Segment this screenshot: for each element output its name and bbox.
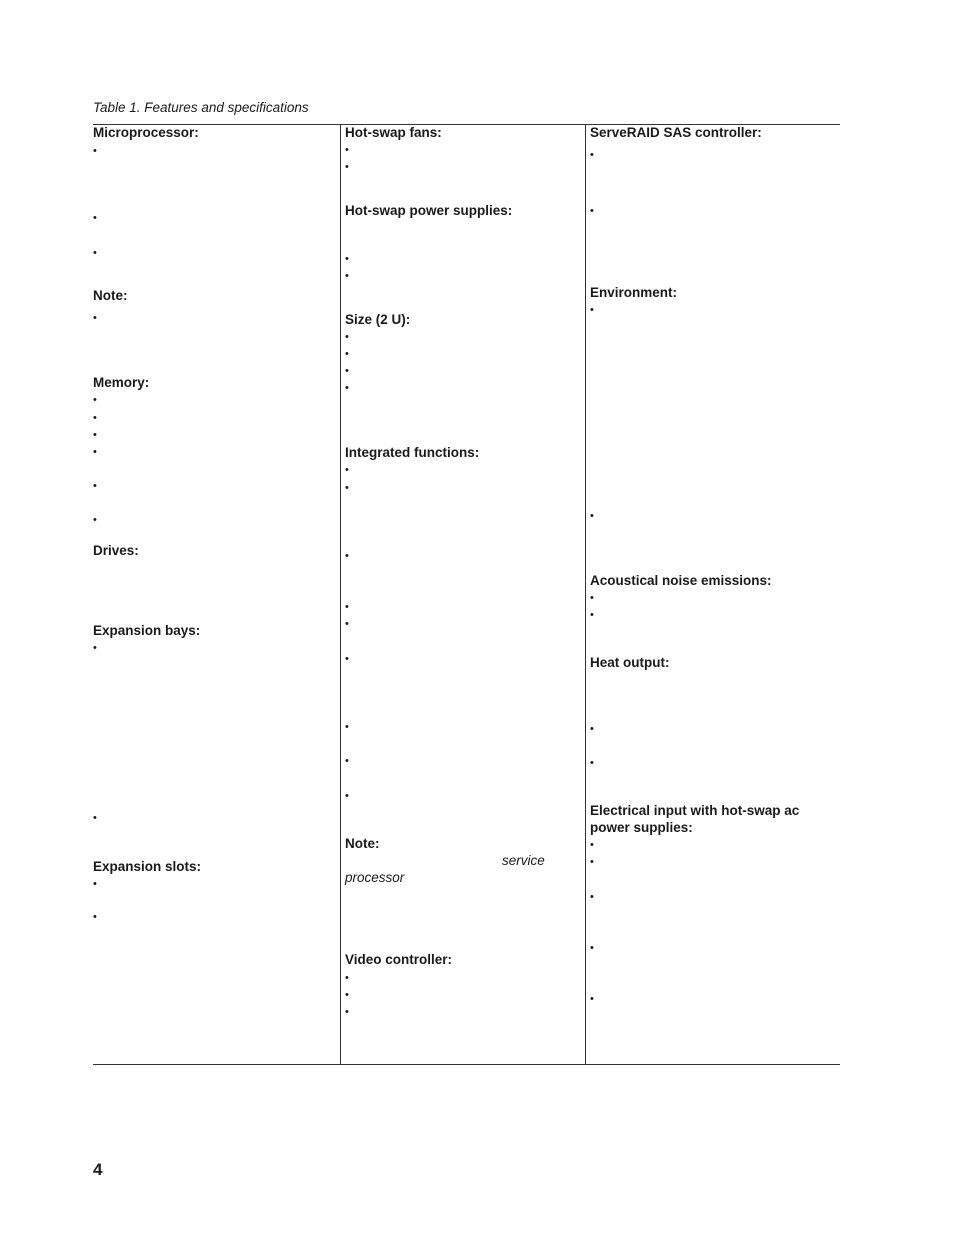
heading-electrical-input-line-2: power supplies: [590, 820, 693, 835]
heading-note: Note: [345, 836, 380, 851]
bullet: • [345, 601, 349, 613]
bullet: • [590, 891, 594, 903]
bullet: • [345, 253, 349, 265]
bullet: • [590, 510, 594, 522]
heading-hot-swap-fans: Hot-swap fans: [345, 125, 442, 140]
bullet: • [345, 550, 349, 562]
heading-expansion-slots: Expansion slots: [93, 859, 202, 874]
table-bottom-rule [93, 1064, 840, 1065]
bullet: • [345, 755, 349, 767]
bullet: • [590, 609, 594, 621]
bullet: • [345, 972, 349, 984]
heading-drives: Drives: [93, 543, 139, 558]
bullet: • [590, 304, 594, 316]
bullet: • [93, 212, 97, 224]
bullet: • [345, 382, 349, 394]
bullet: • [590, 205, 594, 217]
heading-hot-swap-power-supplies: Hot-swap power supplies: [345, 203, 513, 218]
bullet: • [345, 365, 349, 377]
bullet: • [345, 464, 349, 476]
bullet: • [93, 429, 97, 441]
bullet: • [93, 412, 97, 424]
column-divider-2 [585, 124, 586, 1064]
bullet: • [93, 247, 97, 259]
bullet: • [590, 723, 594, 735]
italic-term-processor: processor [345, 870, 405, 885]
bullet: • [93, 642, 97, 654]
bullet: • [93, 312, 97, 324]
heading-acoustical-noise-emissions: Acoustical noise emissions: [590, 573, 772, 588]
heading-electrical-input-line-1: Electrical input with hot-swap ac [590, 803, 800, 818]
bullet: • [345, 1006, 349, 1018]
bullet: • [345, 653, 349, 665]
heading-video-controller: Video controller: [345, 952, 453, 967]
heading-heat-output: Heat output: [590, 655, 670, 670]
bullet: • [345, 482, 349, 494]
bullet: • [590, 592, 594, 604]
bullet: • [345, 331, 349, 343]
bullet: • [345, 618, 349, 630]
bullet: • [93, 878, 97, 890]
heading-integrated-functions: Integrated functions: [345, 445, 480, 460]
italic-term-service: service [502, 853, 545, 868]
bullet: • [345, 161, 349, 173]
page-number: 4 [93, 1160, 103, 1179]
bullet: • [345, 144, 349, 156]
bullet: • [93, 145, 97, 157]
bullet: • [345, 721, 349, 733]
bullet: • [93, 446, 97, 458]
column-divider-1 [340, 124, 341, 1064]
bullet: • [345, 989, 349, 1001]
bullet: • [93, 514, 97, 526]
bullet: • [345, 270, 349, 282]
heading-memory: Memory: [93, 375, 150, 390]
bullet: • [93, 911, 97, 923]
bullet: • [93, 394, 97, 406]
heading-expansion-bays: Expansion bays: [93, 623, 201, 638]
bullet: • [345, 790, 349, 802]
bullet: • [93, 480, 97, 492]
heading-environment: Environment: [590, 285, 678, 300]
heading-microprocessor: Microprocessor: [93, 125, 199, 140]
bullet: • [590, 757, 594, 769]
bullet: • [590, 993, 594, 1005]
bullet: • [590, 839, 594, 851]
heading-note: Note: [93, 288, 128, 303]
bullet: • [93, 812, 97, 824]
table-caption: Table 1. Features and specifications [93, 100, 309, 115]
bullet: • [590, 856, 594, 868]
bullet: • [590, 149, 594, 161]
bullet: • [345, 348, 349, 360]
heading-size: Size (2 U): [345, 312, 411, 327]
heading-serveraid-sas-controller: ServeRAID SAS controller: [590, 125, 762, 140]
bullet: • [590, 942, 594, 954]
